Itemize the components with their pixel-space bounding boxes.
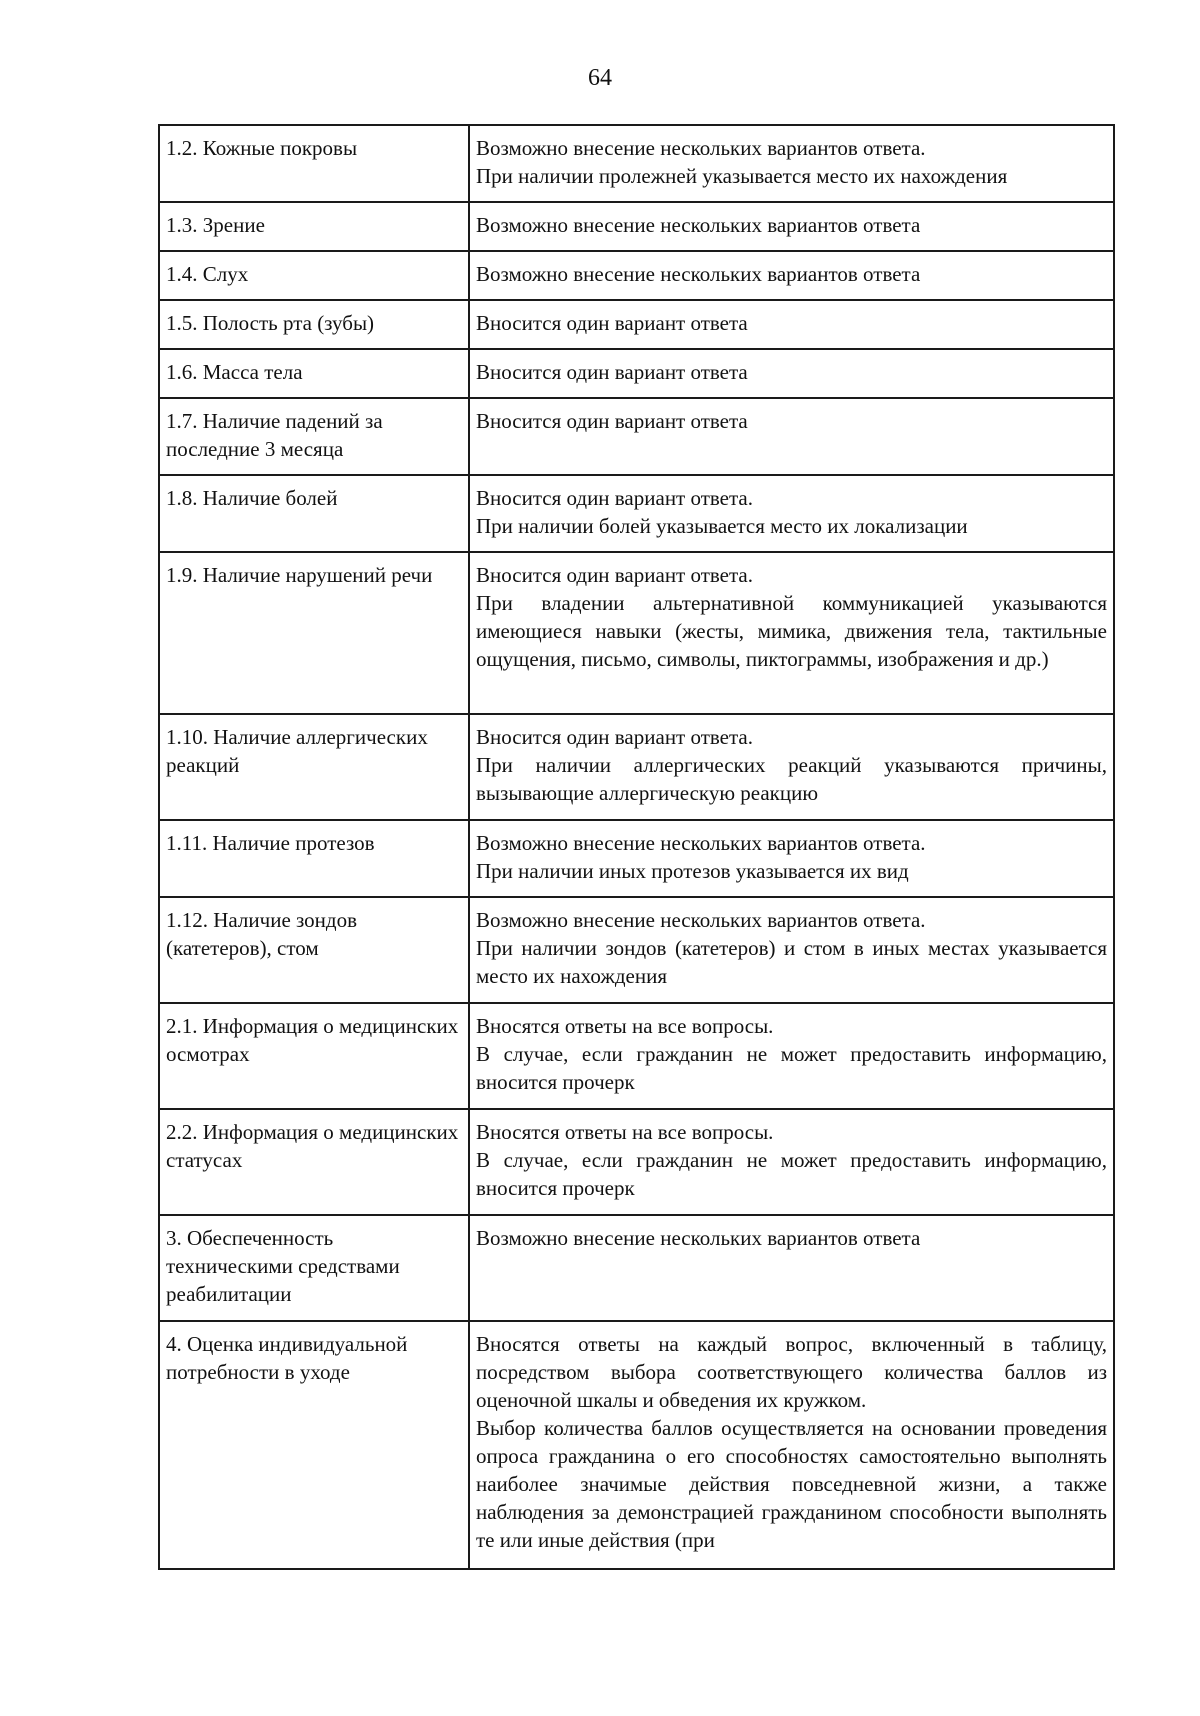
instruction-paragraph: В случае, если гражданин не может предоставить информацию, вносится прочерк [476, 1042, 1107, 1094]
instruction-paragraph: Выбор количества баллов осуществляется на основании проведения опроса гражданина о его способностях самостоятельно выполнять наиболее значимые действия повседневной жизни, а также наблюдения за демонстрацией гражданином способности выполнять те или иные действия (при [476, 1416, 1107, 1552]
instruction-paragraph: Вносится один вариант ответа [476, 409, 748, 433]
instruction-paragraph: При наличии болей указывается место их локализации [476, 514, 968, 538]
row-item-label: 1.3. Зрение [159, 202, 469, 251]
row-item-label: 1.8. Наличие болей [159, 475, 469, 552]
instruction-paragraph: Возможно внесение нескольких вариантов ответа [476, 262, 921, 286]
instruction-paragraph: При наличии зондов (катетеров) и стом в иных местах указывается место их нахождения [476, 936, 1107, 988]
instruction-paragraph: Вносятся ответы на все вопросы. [476, 1120, 774, 1144]
row-instruction [469, 552, 1114, 714]
row-instruction [469, 475, 1114, 552]
row-instruction [469, 398, 1114, 475]
table-row [159, 1109, 1114, 1215]
table-row [159, 251, 1114, 300]
table-body [159, 125, 1114, 1569]
row-item-label: 2.1. Информация о медицинских осмотрах [159, 1003, 469, 1109]
row-item-label: 1.10. Наличие аллергических реакций [159, 714, 469, 820]
row-instruction [469, 897, 1114, 1003]
instruction-paragraph: При владении альтернативной коммуникацией указываются имеющиеся навыки (жесты, мимика, движения тела, тактильные ощущения, письмо, символы, пиктограммы, изображения и др.) [476, 591, 1107, 671]
row-instruction [469, 1109, 1114, 1215]
row-instruction [469, 1321, 1114, 1569]
table-row [159, 1321, 1114, 1569]
row-item-label: 1.2. Кожные покровы [159, 125, 469, 202]
row-item-label: 1.6. Масса тела [159, 349, 469, 398]
instruction-paragraph: Возможно внесение нескольких вариантов ответа. [476, 136, 926, 160]
table-row [159, 125, 1114, 202]
instruction-paragraph: Вносится один вариант ответа. [476, 486, 753, 510]
row-item-label: 2.2. Информация о медицинских статусах [159, 1109, 469, 1215]
instruction-paragraph: Возможно внесение нескольких вариантов ответа [476, 1226, 921, 1250]
row-instruction [469, 202, 1114, 251]
row-instruction [469, 300, 1114, 349]
row-item-label: 3. Обеспеченность техническими средствами реабилитации [159, 1215, 469, 1321]
table-row [159, 349, 1114, 398]
row-item-label: 1.12. Наличие зондов (катетеров), стом [159, 897, 469, 1003]
row-item-label: 1.11. Наличие протезов [159, 820, 469, 897]
page-number: 64 [588, 65, 612, 91]
row-item-label: 1.5. Полость рта (зубы) [159, 300, 469, 349]
instruction-paragraph: Возможно внесение нескольких вариантов ответа. [476, 831, 926, 855]
row-instruction [469, 1215, 1114, 1321]
table-row [159, 714, 1114, 820]
table-row [159, 475, 1114, 552]
row-item-label: 1.7. Наличие падений за последние 3 месяца [159, 398, 469, 475]
table-row [159, 1003, 1114, 1109]
row-item-label: 1.9. Наличие нарушений речи [159, 552, 469, 714]
instruction-paragraph: При наличии пролежней указывается место их нахождения [476, 164, 1008, 188]
row-instruction [469, 125, 1114, 202]
table-row [159, 897, 1114, 1003]
row-item-label: 4. Оценка индивидуальной потребности в уходе [159, 1321, 469, 1569]
table-row [159, 202, 1114, 251]
row-instruction [469, 349, 1114, 398]
instruction-paragraph: Вносятся ответы на каждый вопрос, включенный в таблицу, посредством выбора соответствующего количества баллов из оценочной шкалы и обведения их кружком. [476, 1332, 1107, 1412]
instruction-paragraph: Вносится один вариант ответа. [476, 725, 753, 749]
table-row [159, 300, 1114, 349]
row-instruction [469, 1003, 1114, 1109]
row-item-label: 1.4. Слух [159, 251, 469, 300]
row-instruction [469, 820, 1114, 897]
instruction-paragraph: При наличии иных протезов указывается их вид [476, 859, 909, 883]
instruction-paragraph: Вносятся ответы на все вопросы. [476, 1014, 774, 1038]
instruction-paragraph: Возможно внесение нескольких вариантов ответа. [476, 908, 926, 932]
table-row [159, 398, 1114, 475]
instructions-table [158, 124, 1115, 1570]
instruction-paragraph: При наличии аллергических реакций указываются причины, вызывающие аллергическую реакцию [476, 753, 1107, 805]
instruction-paragraph: Вносится один вариант ответа [476, 360, 748, 384]
table-row [159, 552, 1114, 714]
row-instruction [469, 251, 1114, 300]
instruction-paragraph: В случае, если гражданин не может предоставить информацию, вносится прочерк [476, 1148, 1107, 1200]
instruction-paragraph: Возможно внесение нескольких вариантов ответа [476, 213, 921, 237]
table-row [159, 820, 1114, 897]
row-instruction [469, 714, 1114, 820]
instruction-paragraph: Вносится один вариант ответа. [476, 563, 753, 587]
instruction-paragraph: Вносится один вариант ответа [476, 311, 748, 335]
table-row [159, 1215, 1114, 1321]
